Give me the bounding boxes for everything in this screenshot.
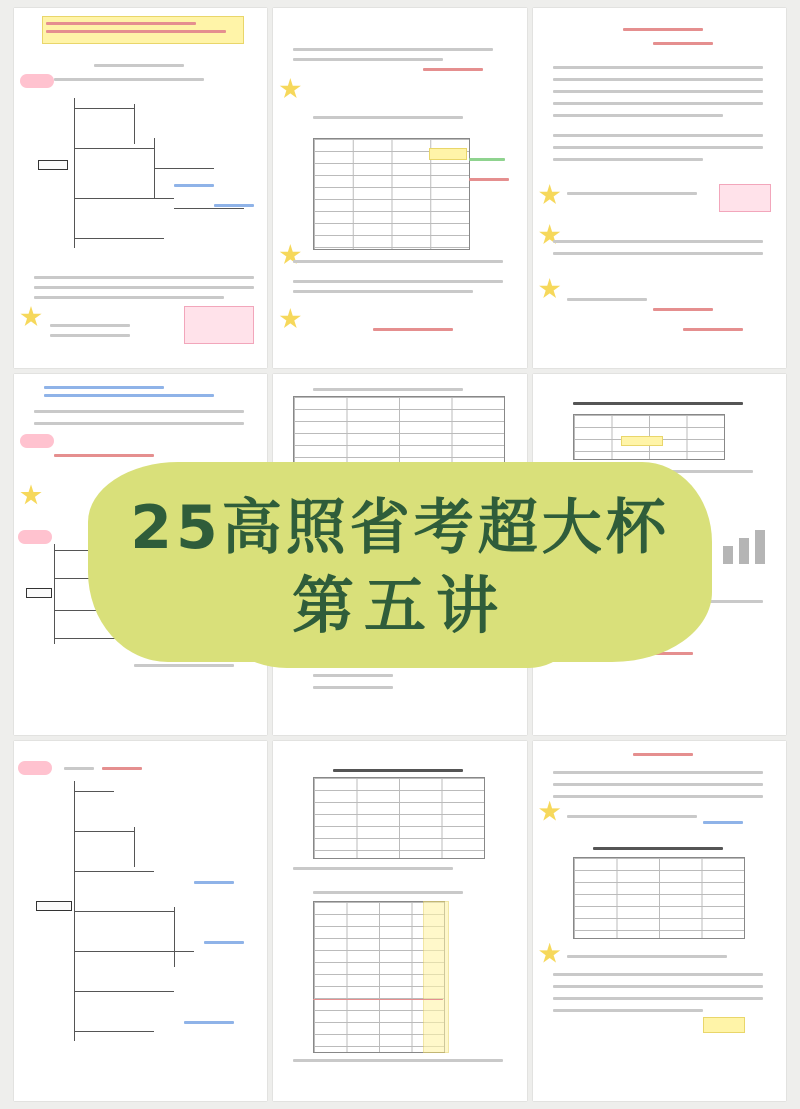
data-table [573, 857, 745, 939]
star-sticker [20, 306, 42, 328]
page-thumbnail-9 [533, 741, 786, 1101]
page-thumbnail-7 [14, 741, 267, 1101]
page-thumbnail-8 [273, 741, 526, 1101]
cover-title-line-1: 25高照省考超大杯 [130, 493, 670, 563]
data-table [313, 777, 485, 859]
heart-sticker [20, 74, 54, 88]
mindmap-root-node [38, 160, 68, 170]
page-thumbnail-3 [533, 8, 786, 368]
cover-title-line-2: 第五讲 [291, 569, 508, 642]
mindmap-root-node [36, 901, 72, 911]
page-thumbnail-2 [273, 8, 526, 368]
page-thumbnail-1 [14, 8, 267, 368]
